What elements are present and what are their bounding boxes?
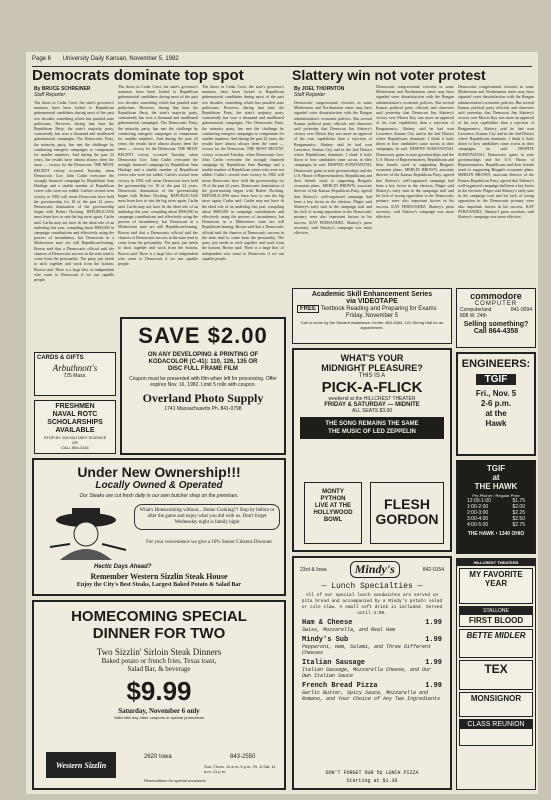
- tgif-l2: at: [492, 473, 500, 482]
- left-story-byline: [34, 86, 90, 98]
- right-story-byline: [294, 86, 344, 98]
- left-story-column-2: The doors in Cedar Crest, the state's governor's mansion, have been locked to Republican gubernatorial candidates during most of the past two decades, something which has puzzled state politicians. However, during that time the Republican Party, the state's majority party, consistently has won a thousand and maillioned gubernatorial campaigns. The Democratic Party, the minority party, has met the challenge by conducting energetic campaigns to compensate for smaller numbers. And during the past 22 years, the results have almost always been the same — victory for the Democrats. THE MOST RECENT victory occurred Tuesday, when Democratic Gov. John Carlin overcame the strongly financed campaign by Republican Sam Hardage and a sizable number of Republican voters who were not added. Carlin's second term victory in 1982 will mean Democrats have held the governorship for 18 of the past 22 years. Democratic domination of the governorship began with Robert Docking. REPUBLICANS must learn how to win the big races again, Carlin said. Carlin may not have fit the ideal role of an underdog this year, compiling about $900,000 in campaign contributions and effectively using the powers of incumbency, but Democrats in a Midwestern state are still Republican-leaning. Brown said that a Democratic official said the chances of Democratic success in the state tend to come from the personality. The party just needs to stick together and work from the bottom, Brown said. There is a large bloc of independent who come to Democrats if we run capable people.: [118, 84, 198, 266]
- paper-name: University Daily Kansan, November 5, 1982: [62, 56, 179, 62]
- tgif-s4p: $2.50: [512, 516, 525, 522]
- homecoming-fine: Valid with any other coupons or special promotions: [114, 715, 204, 720]
- pick-a-flick-ad: [292, 348, 452, 552]
- vt-date: Friday, November 5: [345, 313, 399, 319]
- classified-call: Call 864-4358: [473, 328, 519, 335]
- commodore-addr: 808 W. 24th: [460, 313, 487, 319]
- overland-photo-ad: [120, 317, 286, 455]
- vt-call: Call or come by the Student Assistance Center, 864-4064, 121 Strong Hall for an appointment.: [300, 320, 444, 330]
- cards-store: Arbuthnott's: [52, 363, 98, 373]
- tgif-s4: 3:00-4:00: [467, 516, 489, 522]
- flick-m1-l1: THE SONG REMAINS THE SAME: [325, 421, 419, 427]
- right-story-column-2: Democratic congressional victories in some Midwestern and Northeastern states may have signaled voter dissatisfaction with the Reagan administration's economic policies. But several Kansas political party officials and observers said yesterday that Democrat Jim Slattery's victory over Morris Kay was more an approval of his own capabilities than a rejection of Reaganomics. Slattery said he had won Lawrence, Kansas City and in the 2nd District where Republicans dominate. I think it boils down to how candidates came across in their campaigns, he said. DESPITE SUBSTANTIAL Democratic gains in state governorships and the U.S. House of Representatives, Republicans and their friends stuck to supporting Reagan's economic plans. MERLIN BROWN, associate director of the Kansas Republican Party, agreed that Slattery's well-organized campaign had been a key factor in the election. Plager said Slattery's early start in the campaign trail and his lack of strong opposition in the Democratic primary were also important factors in his success. KAY FERNANDEZ, Slattery's press secretary, said Slattery's campaign was more effective.: [376, 84, 454, 220]
- page-number: Page 6: [32, 56, 52, 62]
- menu-item-desc: Swiss, Mozzarella, and Real Ham: [302, 627, 396, 633]
- homecoming-date: Saturday, November 6 only: [118, 707, 200, 715]
- homecoming-addr: 2620 Iowa: [144, 754, 172, 760]
- flick-m2-l3: LIVE AT THE: [315, 503, 351, 509]
- theater-listing-2: [459, 606, 533, 627]
- menu-item-price: 1.99: [425, 619, 442, 627]
- commodore-sub: COMPUTER: [474, 301, 518, 307]
- menu-item-name: Italian Sausage: [302, 659, 366, 667]
- save-addr: 1741 Massachusetts Ph. 841-0798: [164, 406, 242, 412]
- left-byline-role: Staff Reporter: [34, 92, 66, 98]
- mindys-footer: DON'T FORGET OUR 5¢ LUNCH PIZZA: [325, 770, 419, 776]
- commodore-phone: 841-0094: [510, 307, 532, 313]
- classified-question: Selling something?: [463, 321, 529, 328]
- tgif-l3: THE HAWK: [474, 482, 518, 491]
- menu-item-name: Mindy's Sub: [302, 636, 349, 644]
- engineers-place: Hawk: [485, 419, 507, 428]
- sizzlin-bubble: What's Homecoming without... Home Cooking?? Stop by before or after the game and enjoy what you did with us. Don't forget Wednesday night is family night: [134, 504, 280, 530]
- theater-listings: [456, 558, 536, 790]
- flick-q2: MIDNIGHT PLEASURE?: [321, 363, 423, 373]
- flick-seats: ALL SEATS $3.00: [351, 408, 393, 414]
- theater-t2b: FIRST BLOOD: [468, 616, 524, 625]
- engineers-title: ENGINEERS:: [461, 358, 531, 370]
- mindys-title: — Lunch Specialties —: [321, 582, 423, 591]
- save-store: Overland Photo Supply: [142, 391, 264, 405]
- left-byline-name: By BRUCE SCHREINER: [34, 86, 91, 92]
- theater-t2: STALLONE: [460, 607, 532, 615]
- cards-gifts-ad: [34, 352, 116, 396]
- sizzlin-enjoy: Enjoy the City's Best Steaks, Largest Baked Potato & Salad Bar: [76, 582, 242, 588]
- mindys-addr: 23rd & Iowa: [300, 566, 327, 573]
- tgif-foot: THE HAWK • 1340 OHIO: [467, 531, 525, 537]
- menu-item-price: 1.99: [425, 659, 442, 667]
- left-story-column-1: The doors in Cedar Crest, the state's governor's mansion, have been locked to Republican gubernatorial candidates during most of the past two decades, something which has puzzled state politicians. However, during that time the Republican Party, the state's majority party, consistently has won a thousand and maillioned gubernatorial campaigns. The Democratic Party, the minority party, has met the challenge by conducting energetic campaigns to compensate for smaller numbers. And during the past 22 years, the results have almost always been the same — victory for the Democrats. THE MOST RECENT victory occurred Tuesday, when Democratic Gov. John Carlin overcame the strongly financed campaign by Republican Sam Hardage and a sizable number of Republican voters who were not added. Carlin's second term victory in 1982 will mean Democrats have held the governorship for 18 of the past 22 years. Democratic domination of the governorship began with Robert Docking. REPUBLICANS must learn how to win the big races again, Carlin said. Carlin may not have fit the ideal role of an underdog this year, compiling about $900,000 in campaign contributions and effectively using the powers of incumbency, but Democrats in a Midwestern state are still Republican-leaning. Brown said that a Democratic official said the chances of Democratic success in the state tend to come from the personality. The party just needs to stick together and work from the bottom, Brown said. There is a large bloc of independent who come to Democrats if we run capable people.: [34, 100, 114, 282]
- cards-addr: 725 Mass.: [63, 373, 87, 379]
- rotc-l5: STOP BY 115 MILITARY SCIENCE: [43, 435, 107, 440]
- menu-item-price: 1.99: [425, 636, 442, 644]
- tgif-price-list: [457, 498, 535, 528]
- flick-movie-2: [304, 482, 362, 544]
- sizzlin-senior: For your convenience we give a 10% Senior Citizens Discount: [146, 540, 272, 545]
- mindys-intro: All of our special lunch sandwiches are served on pita bread and accompanied by a Mindy's potato salad or cole slaw. A small soft drink is included. Served until 4:00.: [301, 593, 443, 616]
- homecoming-desc-2: Salad Bar, & beverage: [127, 665, 191, 673]
- sizzlin-ownership-ad: [32, 458, 286, 596]
- commodore-ad: [456, 288, 536, 348]
- tgif-s2: 1:00-2:00: [467, 504, 489, 510]
- rotc-l6: OR: [72, 440, 78, 445]
- tgif-s3p: $2.25: [512, 510, 525, 516]
- page-header: [32, 56, 532, 67]
- engineers-badge: TGIF: [476, 374, 516, 385]
- theater-listing-6: [459, 719, 533, 746]
- save-headline: SAVE $2.00: [138, 323, 268, 348]
- rotc-l4: AVAILABLE: [55, 427, 95, 434]
- homecoming-desc-1: Baked potato or french fries, Texas toast,: [101, 657, 217, 665]
- homecoming-phone: 843-2550: [230, 754, 256, 760]
- right-byline-role: Staff Reporter: [294, 92, 326, 98]
- flick-when: FRIDAY & SATURDAY — MIDNITE: [324, 402, 420, 408]
- commodore-brand: commodore: [470, 291, 522, 301]
- tgif-l1: TGIF: [486, 464, 506, 473]
- mindys-lunch-ad: [292, 556, 452, 790]
- tgif-s5: 4:00-5:00: [467, 522, 489, 528]
- menu-item-price: 1.99: [425, 682, 442, 690]
- sizzlin-sub: Locally Owned & Operated: [95, 480, 223, 491]
- mindys-phone: 842-0154: [422, 566, 444, 573]
- mindys-menu: [294, 619, 450, 702]
- menu-item-name: French Bread Pizza: [302, 682, 378, 690]
- flick-m2-l2: PYTHON: [320, 496, 346, 502]
- right-story-column-1: Democratic congressional victories in some Midwestern and Northeastern states may have signaled voter dissatisfaction with the Reagan administration's economic policies. But several Kansas political party officials and observers said yesterday that Democrat Jim Slattery's victory over Morris Kay was more an approval of his own capabilities than a rejection of Reaganomics. Slattery said he had won Lawrence, Kansas City and in the 2nd District where Republicans dominate. I think it boils down to how candidates came across in their campaigns, he said. DESPITE SUBSTANTIAL Democratic gains in state governorships and the U.S. House of Representatives, Republicans and their friends stuck to supporting Reagan's economic plans. MERLIN BROWN, associate director of the Kansas Republican Party, agreed that Slattery's well-organized campaign had been a key factor in the election. Plager said Slattery's early start in the campaign trail and his lack of strong opposition in the Democratic primary were also important factors in his success. KAY FERNANDEZ, Slattery's press secretary, said Slattery's campaign was more effective.: [294, 100, 372, 236]
- sizzlin-remember: Remember Western Sizzlin Steak House: [90, 572, 228, 581]
- vt-free: FREE: [297, 305, 319, 313]
- tgif-s2p: $2.00: [512, 504, 525, 510]
- mindys-logo: Mindy's: [350, 561, 400, 578]
- homecoming-price: $9.99: [126, 676, 192, 706]
- newspaper-page: [26, 52, 538, 794]
- mindys-footer2: Starting at $1.30: [346, 778, 398, 784]
- theater-listing-3: [459, 629, 533, 658]
- tgif-s3: 2:00-3:00: [467, 510, 489, 516]
- theaters-header: HILLCREST THEATERS: [457, 559, 535, 566]
- theater-listing-4: [459, 660, 533, 690]
- flick-title: PICK-A-FLICK: [321, 379, 423, 396]
- save-terms: Coupon must be presented with film when left for processing. Offer expires Nov. 16, 1982. Limit 5 rolls with coupon.: [129, 376, 277, 388]
- theater-listing-1: [459, 568, 533, 604]
- flick-movie-1: [300, 417, 444, 439]
- cards-title: CARDS & GIFTS: [37, 355, 84, 361]
- tgif-s1p: $1.75: [512, 498, 525, 504]
- engineers-date: Fri., Nov. 5: [475, 389, 517, 398]
- flick-m2-l4: HOLLYWOOD: [313, 510, 353, 516]
- right-story-column-3: Democratic congressional victories in some Midwestern and Northeastern states may have signaled voter dissatisfaction with the Reagan administration's economic policies. But several Kansas political party officials and observers said yesterday that Democrat Jim Slattery's victory over Morris Kay was more an approval of his own capabilities than a rejection of Reaganomics. Slattery said he had won Lawrence, Kansas City and in the 2nd District where Republicans dominate. I think it boils down to how candidates came across in their campaigns, he said. DESPITE SUBSTANTIAL Democratic gains in state governorships and the U.S. House of Representatives, Republicans and their friends stuck to supporting Reagan's economic plans. MERLIN BROWN, associate director of the Kansas Republican Party, agreed that Slattery's well-organized campaign had been a key factor in the election. Plager said Slattery's early start in the campaign trail and his lack of strong opposition in the Democratic primary were also important factors in his success. KAY FERNANDEZ, Slattery's press secretary, said Slattery's campaign was more effective.: [458, 84, 534, 220]
- flick-where: weekend at the HILLCREST THEATER: [328, 396, 416, 402]
- mindys-menu-item: [302, 636, 442, 656]
- vt-sub: via VIDEOTAPE: [346, 298, 398, 305]
- homecoming-title-2: DINNER FOR TWO: [92, 625, 226, 642]
- save-l1: ON ANY DEVELOPING & PRINTING OF: [147, 352, 259, 358]
- flick-m2-l5: BOWL: [323, 517, 343, 523]
- theater-t4: TEX: [484, 662, 508, 676]
- menu-item-desc: Garlic Butter, Spicy Sauce, Mozzarella and Romano, and Your Choice of Any Two Ingredients: [302, 690, 441, 702]
- flick-this: THIS IS A: [358, 373, 386, 379]
- rotc-l3: SCHOLARSHIPS: [47, 419, 103, 426]
- vt-topic: Textbook Reading and Preparing for Exams: [320, 306, 437, 312]
- flick-m1-l2: THE MUSIC OF LED ZEPPELIN: [328, 429, 416, 435]
- vt-title: Academic Skill Enhancement Series: [311, 291, 433, 298]
- sizzlin-hectic: Hectic Days Ahead?: [94, 564, 152, 570]
- menu-item-name: Ham & Cheese: [302, 619, 353, 627]
- homecoming-hours: Sun.-Thurs. 11 a.m.-9 p.m. Fri. & Sat. 11 a.m.-11 p.m.: [204, 764, 276, 774]
- theater-t6: CLASS REUNION: [460, 720, 532, 729]
- rotc-l7: CALL 864-3161: [61, 445, 89, 450]
- save-l2: KODACOLOR (C-41): 110, 126, 135 OR: [148, 359, 258, 365]
- engineers-time: 2-6 p.m.: [480, 399, 512, 408]
- theater-listing-5: [459, 692, 533, 717]
- homecoming-title-1: HOMECOMING SPECIAL: [71, 608, 247, 625]
- academic-skills-ad: [292, 288, 452, 344]
- right-story-headline: Slattery win not voter protest: [292, 67, 486, 83]
- homecoming-item: Two Sizzlin' Sirloin Steak Dinners: [96, 647, 222, 657]
- mindys-menu-item: [302, 659, 442, 679]
- homecoming-special-ad: [32, 600, 286, 790]
- flick-movie-3: FLESH GORDON: [370, 482, 444, 544]
- naval-rotc-ad: [34, 400, 116, 454]
- engineers-tgif-ad: [456, 352, 536, 456]
- rotc-l2: NAVAL ROTC: [52, 411, 98, 418]
- flick-m2-l1: MONTY: [322, 489, 344, 495]
- right-byline-name: By JOEL THORNTON: [294, 86, 345, 92]
- theater-t5: MONSIGNOR: [470, 694, 522, 703]
- tgif-s1: 12:00-1:00: [467, 498, 491, 504]
- left-story-headline: Democrats dominate top spot: [32, 67, 244, 84]
- tgif-s5p: $2.75: [512, 522, 525, 528]
- left-story-column-3: The doors in Cedar Crest, the state's governor's mansion, have been locked to Republican gubernatorial candidates during most of the past two decades, something which has puzzled state politicians. However, during that time the Republican Party, the state's majority party, consistently has won a thousand and maillioned gubernatorial campaigns. The Democratic Party, the minority party, has met the challenge by conducting energetic campaigns to compensate for smaller numbers. And during the past 22 years, the results have almost always been the same — victory for the Democrats. THE MOST RECENT victory occurred Tuesday, when Democratic Gov. John Carlin overcame the strongly financed campaign by Republican Sam Hardage and a sizable number of Republican voters who were not added. Carlin's second term victory in 1982 will mean Democrats have held the governorship for 18 of the past 22 years. Democratic domination of the governorship began with Robert Docking. REPUBLICANS must learn how to win the big races again, Carlin said. Carlin may not have fit the ideal role of an underdog this year, compiling about $900,000 in campaign contributions and effectively using the powers of incumbency, but Democrats in a Midwestern state are still Republican-leaning. Brown said that a Democratic official said the chances of Democratic success in the state tend to come from the personality. The party just needs to stick together and work from the bottom, Brown said. There is a large bloc of independent who come to Democrats if we run capable people.: [202, 84, 284, 261]
- commodore-store: Computerland: [460, 307, 492, 313]
- save-l3: DISC FULL FRAME FILM: [168, 366, 238, 372]
- sizzlin-banner: Under New Ownership!!!: [77, 464, 241, 480]
- tgif-sched: Pre-Pitcher / Regular Price: [472, 493, 520, 498]
- mindys-menu-item: [302, 619, 442, 633]
- rotc-l1: FRESHMEN: [55, 403, 95, 410]
- sizzlin-logo: Western Sizzlin: [46, 752, 116, 778]
- mindys-menu-item: [302, 682, 442, 702]
- menu-item-desc: Pepperoni, Ham, Salami, and Three Different Cheeses: [302, 644, 432, 656]
- menu-item-desc: Italian Sausage, Mozzarella Cheese, and Our Own Italian Sauce: [302, 667, 432, 679]
- homecoming-reserve: Reservations for special occasions: [144, 778, 206, 783]
- theater-t1: MY FAVORITE YEAR: [469, 570, 523, 588]
- engineers-at: at the: [485, 409, 507, 418]
- tgif-hawk-ad: [456, 460, 536, 554]
- sizzlin-tag: Our Steaks are cut fresh daily in our own butcher shop on the premises.: [79, 493, 239, 499]
- flick-q1: WHAT'S YOUR: [340, 353, 404, 363]
- theater-t3: BETTE MIDLER: [466, 631, 526, 640]
- cowboy-illustration: [40, 502, 132, 562]
